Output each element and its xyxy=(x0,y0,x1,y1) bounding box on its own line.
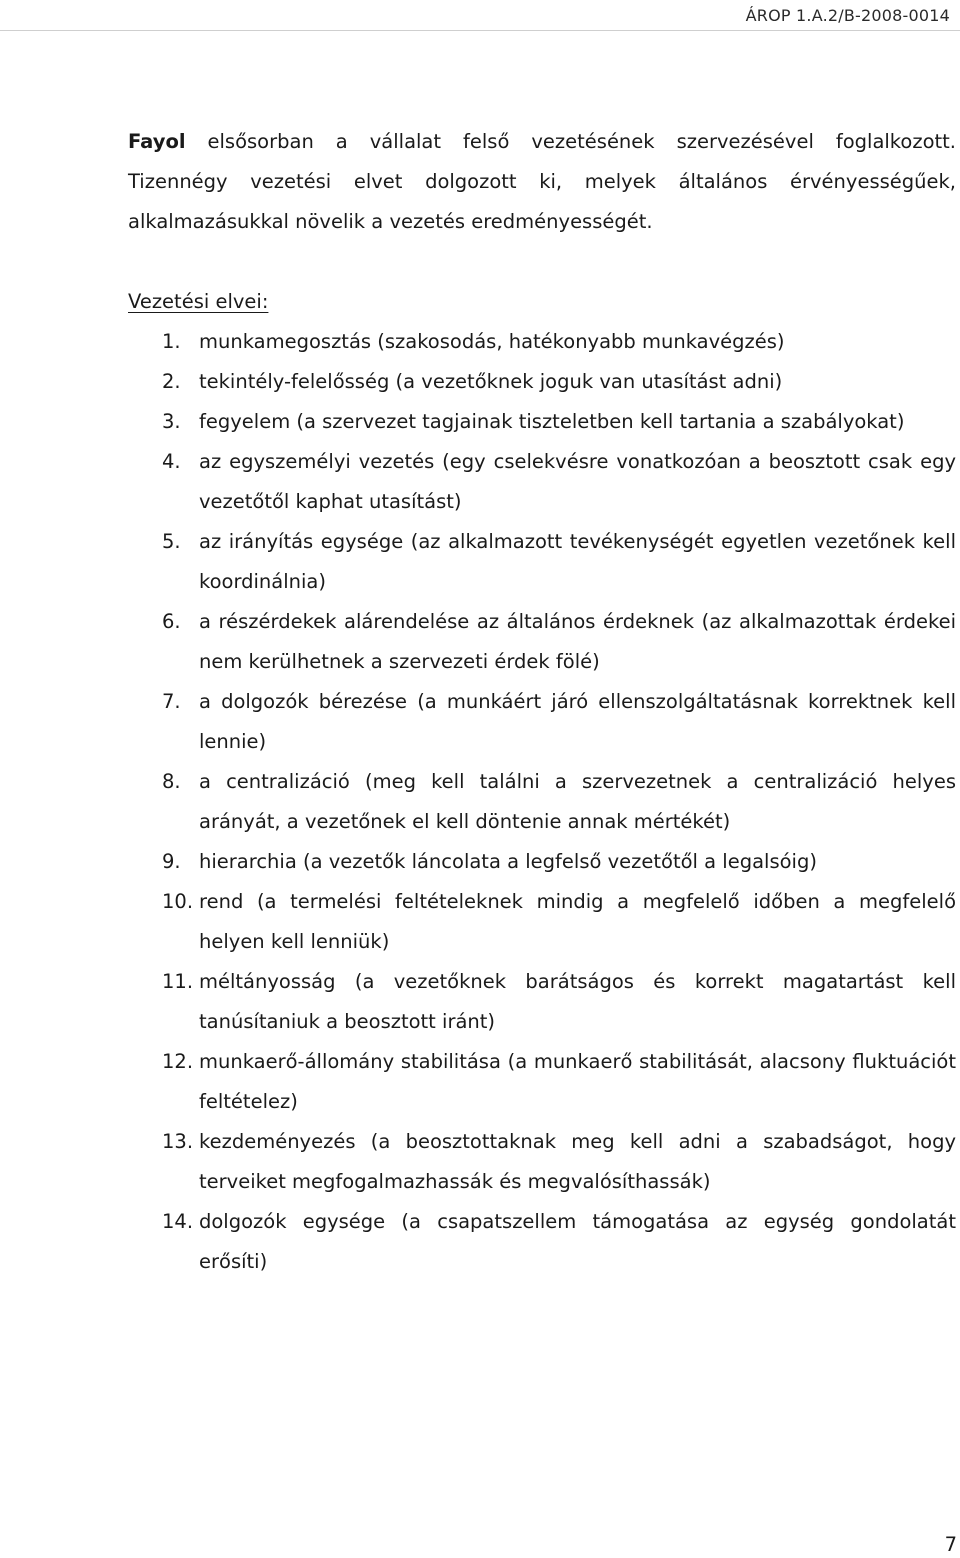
list-item xyxy=(128,842,956,882)
list-item-number: 4. xyxy=(162,450,181,473)
page-content xyxy=(128,122,956,1282)
list-item-text: a dolgozók bérezése (a munkáért járó ellenszolgáltatásnak korrektnek kell lennie) xyxy=(199,690,956,753)
list-item xyxy=(128,442,956,522)
list-item xyxy=(128,602,956,682)
intro-line-3: alkalmazásukkal növelik a vezetés eredményességét. xyxy=(128,210,653,233)
list-item-text: munkamegosztás (szakosodás, hatékonyabb munkavégzés) xyxy=(199,330,785,353)
list-item-text: dolgozók egysége (a csapatszellem támogatása az egység gondolatát erősíti) xyxy=(199,1210,956,1273)
list-item-number: 8. xyxy=(162,770,181,793)
list-item xyxy=(128,402,956,442)
list-item xyxy=(128,882,956,962)
list-item-number: 11. xyxy=(162,970,194,993)
list-item-number: 7. xyxy=(162,690,181,713)
list-item-number: 3. xyxy=(162,410,181,433)
author-name: Fayol xyxy=(128,130,186,153)
list-item-text: fegyelem (a szervezet tagjainak tiszteletben kell tartania a szabályokat) xyxy=(199,410,905,433)
list-item-number: 5. xyxy=(162,530,181,553)
list-item xyxy=(128,322,956,362)
principles-list xyxy=(128,322,956,1282)
page-number: 7 xyxy=(944,1533,957,1556)
list-item-text: a centralizáció (meg kell találni a szervezetnek a centralizáció helyes arányát, a vezetőnek el kell döntenie annak mértékét) xyxy=(199,770,956,833)
list-item-text: a részérdekek alárendelése az általános érdeknek (az alkalmazottak érdekei nem kerülhetnek a szervezeti érdek fölé) xyxy=(199,610,956,673)
list-item-number: 6. xyxy=(162,610,181,633)
intro-line-1-text: elsősorban a vállalat felső vezetésének szervezésével foglalkozott. xyxy=(185,130,956,153)
intro-line-1 xyxy=(128,122,956,162)
list-item-number: 14. xyxy=(162,1210,194,1233)
list-item xyxy=(128,1202,956,1282)
principles-heading: Vezetési elvei: xyxy=(128,290,269,313)
list-item xyxy=(128,362,956,402)
list-item-text: az irányítás egysége (az alkalmazott tevékenységét egyetlen vezetőnek kell koordinálnia) xyxy=(199,530,956,593)
list-item-text: hierarchia (a vezetők láncolata a legfelső vezetőtől a legalsóig) xyxy=(199,850,817,873)
list-item-number: 2. xyxy=(162,370,181,393)
list-item xyxy=(128,1122,956,1202)
list-item-number: 1. xyxy=(162,330,181,353)
list-item xyxy=(128,762,956,842)
list-item-text: rend (a termelési feltételeknek mindig a megfelelő időben a megfelelő helyen kell lenniük) xyxy=(199,890,956,953)
intro-line-2: Tizennégy vezetési elvet dolgozott ki, melyek általános érvényességűek, xyxy=(128,170,956,193)
intro-paragraph xyxy=(128,122,956,242)
list-item-text: munkaerő-állomány stabilitása (a munkaerő stabilitását, alacsony fluktuációt feltételez) xyxy=(199,1050,956,1113)
list-item xyxy=(128,1042,956,1122)
list-item xyxy=(128,522,956,602)
list-item-number: 10. xyxy=(162,890,194,913)
list-item-number: 12. xyxy=(162,1050,194,1073)
list-item-number: 9. xyxy=(162,850,181,873)
list-item-text: kezdeményezés (a beosztottaknak meg kell adni a szabadságot, hogy terveiket megfogalmazhassák és megvalósíthassák) xyxy=(199,1130,956,1193)
project-code: ÁROP 1.A.2/B-2008-0014 xyxy=(745,6,950,25)
list-item-text: az egyszemélyi vezetés (egy cselekvésre vonatkozóan a beosztott csak egy vezetőtől kaphat utasítást) xyxy=(199,450,956,513)
list-item-text: méltányosság (a vezetőknek barátságos és korrekt magatartást kell tanúsítaniuk a beosztott iránt) xyxy=(199,970,956,1033)
list-item xyxy=(128,962,956,1042)
list-item-text: tekintély-felelősség (a vezetőknek joguk van utasítást adni) xyxy=(199,370,783,393)
list-item xyxy=(128,682,956,762)
page-header xyxy=(0,0,960,30)
header-divider xyxy=(0,30,960,31)
list-item-number: 13. xyxy=(162,1130,194,1153)
